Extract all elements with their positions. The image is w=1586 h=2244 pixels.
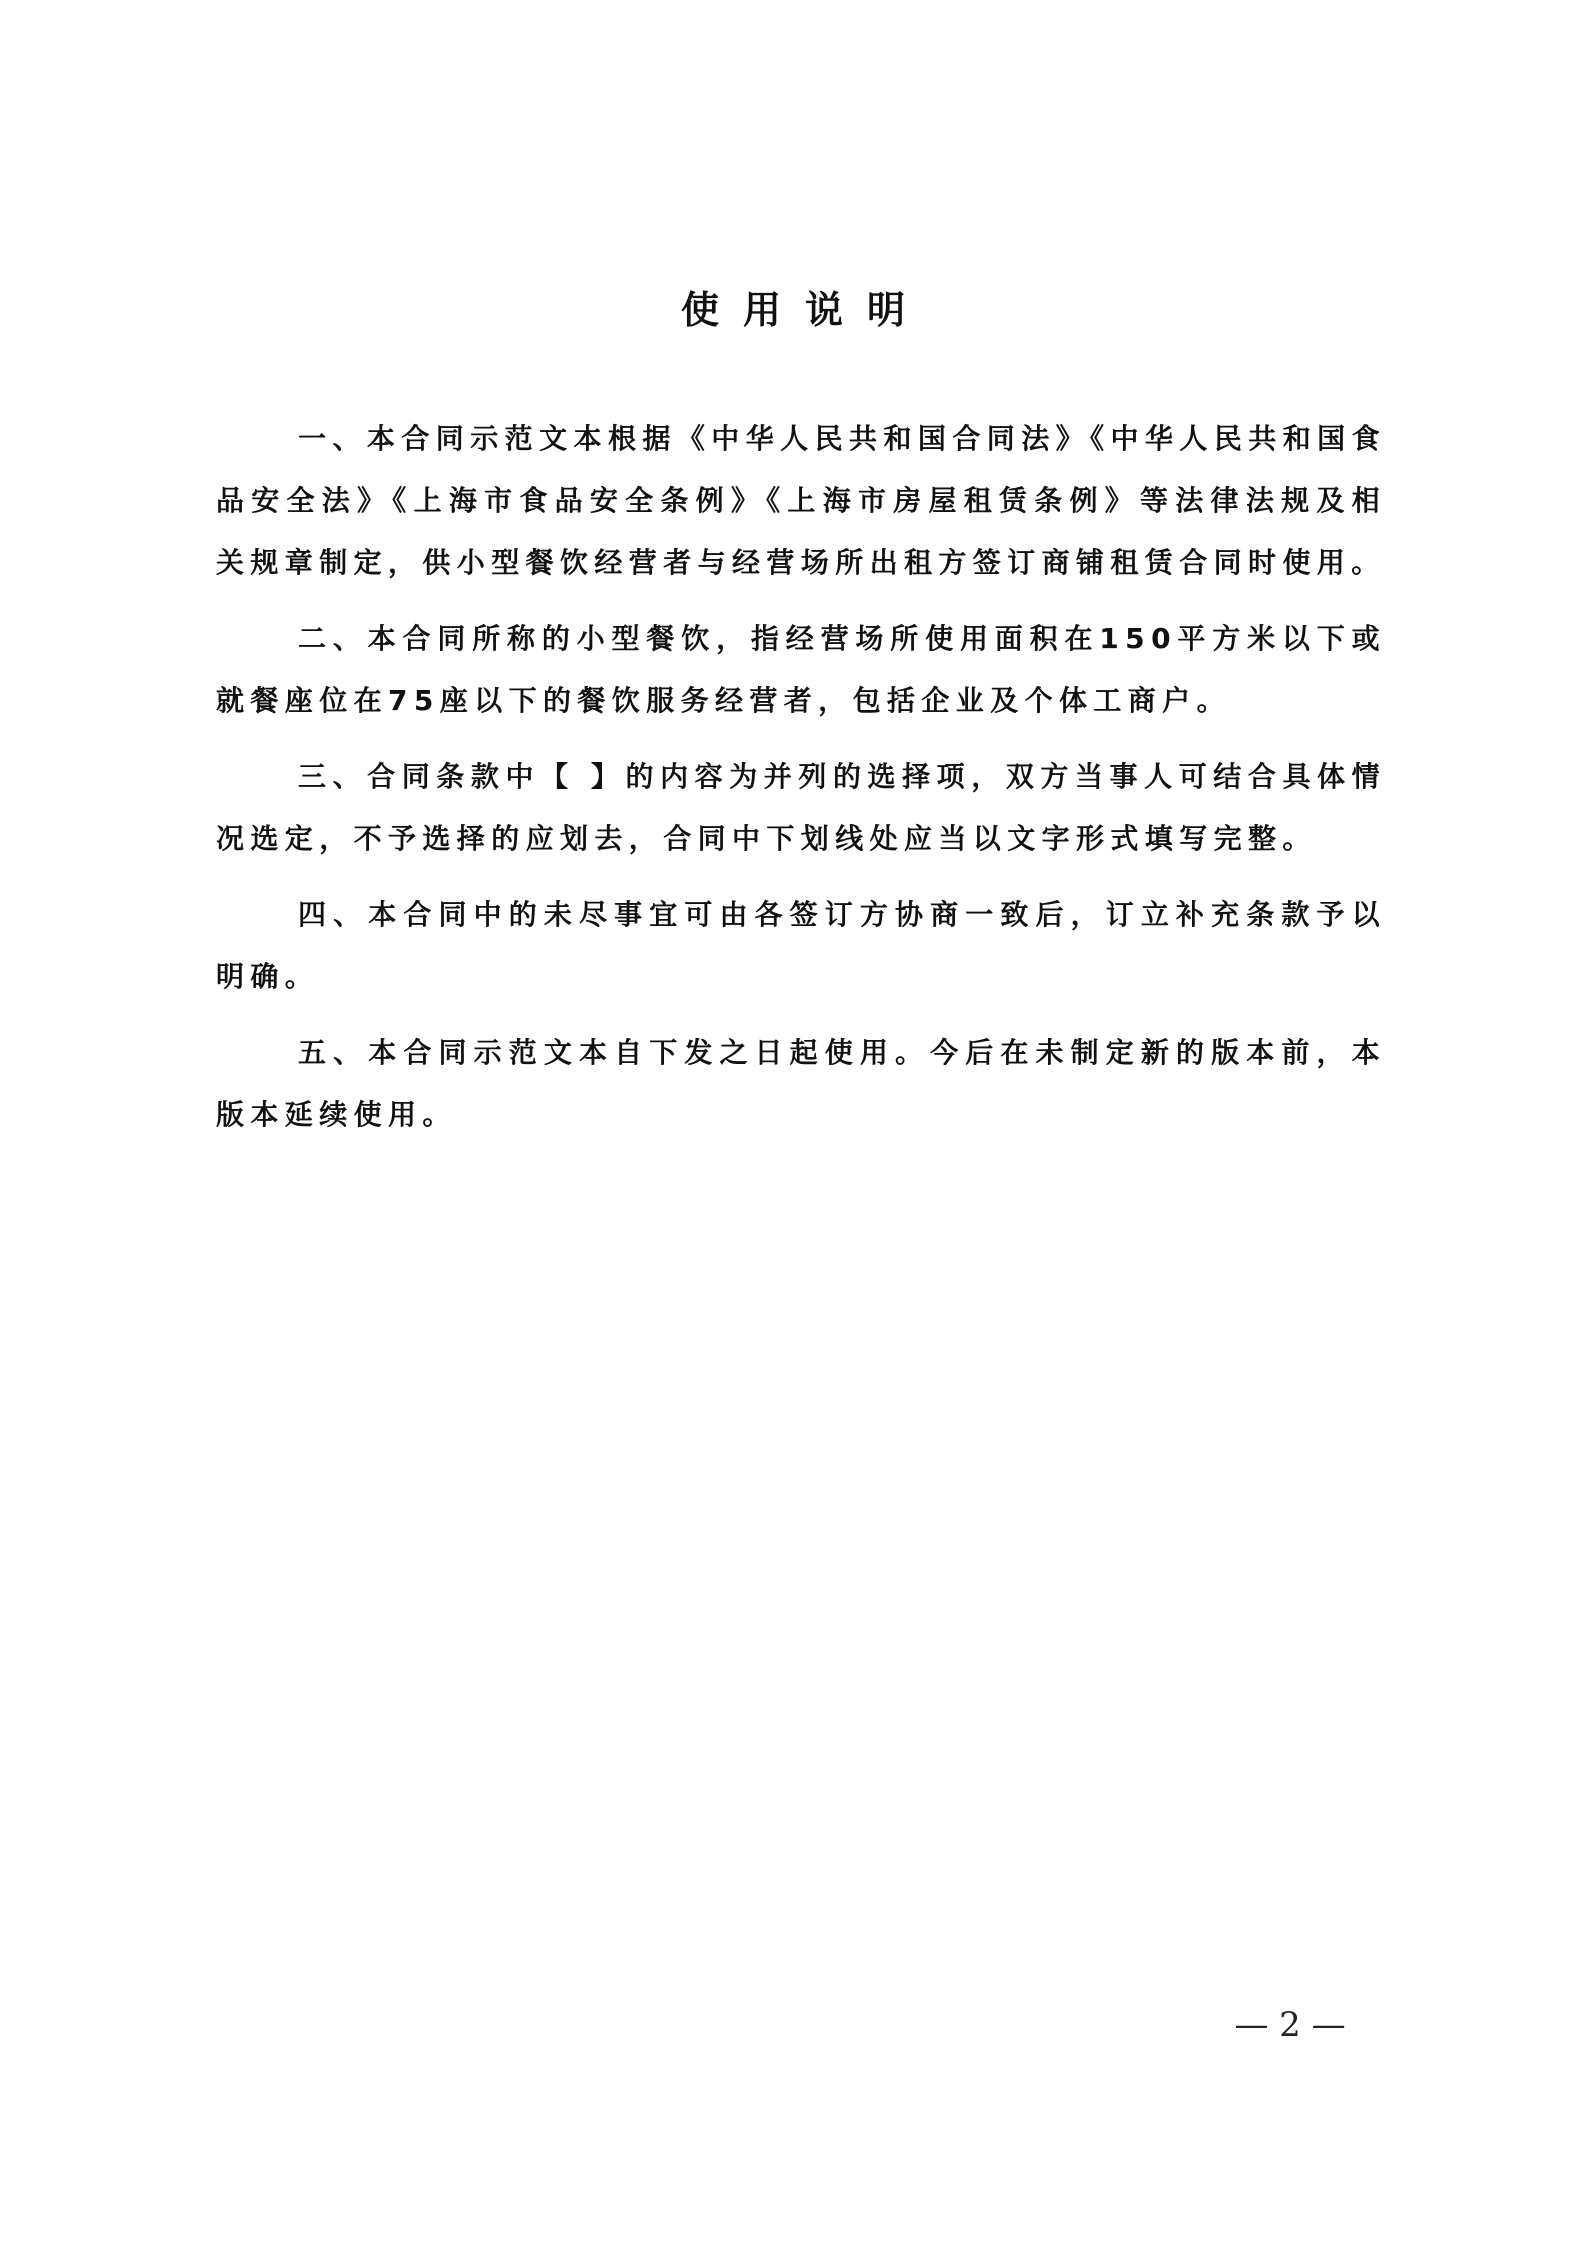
instructions-body [216,408,1386,1160]
instruction-paragraph-1: 一、本合同示范文本根据《中华人民共和国合同法》《中华人民共和国食品安全法》《上海市食品安全条例》《上海市房屋租赁条例》等法律法规及相关规章制定，供小型餐饮经营者与经营场所出租方签订商铺租赁合同时使用。 [216,422,1386,579]
instruction-paragraph-3: 三、合同条款中【 】的内容为并列的选择项，双方当事人可结合具体情况选定，不予选择的应划去，合同中下划线处应当以文字形式填写完整。 [216,760,1386,855]
page-title: 使用说明 [680,288,929,332]
instruction-paragraph-5: 五、本合同示范文本自下发之日起使用。今后在未制定新的版本前，本版本延续使用。 [216,1036,1386,1131]
instruction-paragraph-4: 四、本合同中的未尽事宜可由各签订方协商一致后，订立补充条款予以明确。 [216,898,1386,993]
instruction-paragraph-2: 二、本合同所称的小型餐饮，指经营场所使用面积在150平方米以下或就餐座位在75座以下的餐饮服务经营者，包括企业及个体工商户。 [216,622,1386,717]
page-number: — 2 — [1234,2005,1346,2045]
